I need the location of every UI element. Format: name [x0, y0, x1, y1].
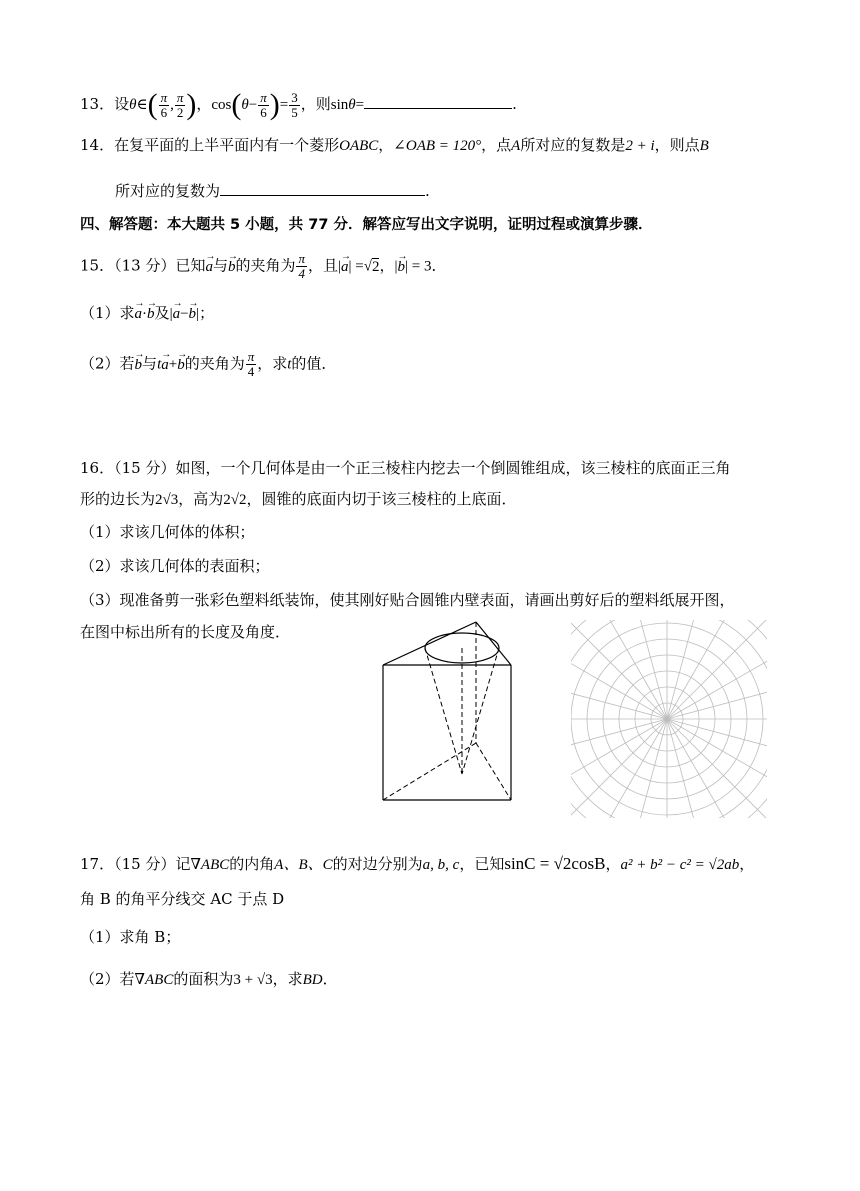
q17-text: ，求	[272, 970, 303, 988]
q14-text: 所对应的复数为	[115, 182, 221, 200]
q16-part3: （3）现准备剪一张彩色塑料纸装饰，使其刚好贴合圆锥内壁表面，请画出剪好后的塑料纸展开图，	[80, 591, 735, 609]
q15-text: ，且	[308, 256, 339, 275]
q15-text: 及	[154, 304, 170, 322]
q16-part1: （1）求该几何体的体积；	[80, 523, 255, 541]
part-label: （2）若	[80, 354, 135, 373]
period: .	[512, 95, 517, 113]
q17-line1	[80, 853, 754, 876]
left-paren: (	[231, 88, 242, 121]
sep: ，	[378, 136, 394, 154]
frac-den: 4	[298, 266, 305, 281]
period: ．	[322, 970, 338, 988]
vector-a: → a	[135, 303, 143, 325]
q16-text: ，高为	[178, 490, 224, 508]
q17-text: 的对边分别为	[332, 855, 423, 873]
q17-text: 17．（15 分）记	[80, 855, 191, 873]
q17-text: 的面积为	[173, 970, 234, 988]
sep: ，	[605, 855, 621, 873]
q17-part1: （1）求角 B；	[80, 928, 181, 946]
q14-number: 14．	[80, 136, 115, 154]
q15-text: 与	[212, 256, 228, 275]
q15-text: 的夹角为	[235, 256, 296, 275]
equation-1: sinC = √2cosB	[504, 854, 606, 873]
equals: | =	[348, 258, 364, 275]
angle-expr: ∠OAB = 120°	[393, 138, 482, 154]
q14-text: ，则点	[654, 136, 700, 154]
q15-text: ，求	[257, 354, 288, 373]
q15-part1	[80, 302, 214, 325]
section-title: 四、解答题：本大题共 5 小题，共 77 分．解答应写出文字说明，证明过程或演算步骤．	[80, 217, 653, 233]
q14-text: 所对应的复数是	[520, 136, 626, 154]
answer-blank-13[interactable]	[364, 94, 512, 109]
q14-line2	[115, 180, 430, 202]
vector-a: → a	[173, 303, 181, 325]
sqrt-sign: √	[363, 258, 372, 275]
left-paren: (	[147, 88, 158, 121]
theta-symbol: θ	[129, 97, 137, 113]
q16-text: ，圆锥的底面内切于该三棱柱的上底面．	[246, 490, 517, 508]
q16-text: 形的边长为	[80, 490, 156, 508]
point-b: B	[699, 138, 709, 154]
grid-ray	[571, 620, 667, 719]
vector-b: → b	[147, 303, 155, 325]
sep: ，	[739, 855, 755, 873]
vector-b: → b	[189, 303, 197, 325]
q17-line2: 角 B 的角平分线交 AC 于点 D	[80, 890, 285, 908]
dot: ·	[142, 306, 148, 322]
sin-fn: sin	[330, 97, 349, 113]
fraction-pi-2	[175, 91, 186, 120]
theta-symbol: θ	[348, 97, 356, 113]
q15-text: 的夹角为	[184, 354, 245, 373]
q15-number: 15．（13 分）已知	[80, 256, 206, 275]
radicand: 2	[371, 258, 380, 275]
side-length: 2√3	[155, 492, 179, 508]
frac-den: 6	[260, 104, 267, 120]
q16-line2	[80, 488, 517, 511]
answer-blank-14[interactable]	[220, 181, 425, 196]
vector-b: → b	[135, 354, 143, 376]
q14-text: ，点	[481, 136, 512, 154]
vector-a: → a	[341, 256, 349, 278]
part-label: （2）若	[80, 970, 135, 988]
q16-line1: 16．（15 分）如图，一个几何体是由一个正三棱柱内挖去一个倒圆锥组成，该三棱柱的底面正三角	[80, 459, 731, 477]
segment-bd: BD	[302, 972, 323, 988]
grid-ray	[571, 719, 667, 818]
q15-line	[80, 252, 446, 281]
equals: =	[355, 97, 365, 113]
q13-number: 13．	[80, 95, 115, 113]
frac-num: π	[298, 251, 305, 266]
height-value: 2√2	[223, 492, 247, 508]
part-label: （1）求	[80, 304, 135, 322]
vector-a: → a	[161, 354, 169, 376]
comma: ,	[170, 97, 174, 113]
fraction-3-5	[289, 91, 300, 120]
q17-part2	[80, 968, 338, 991]
complex-number: 2 + i	[625, 138, 655, 154]
q16-part2: （2）求该几何体的表面积；	[80, 557, 270, 575]
q14-line	[80, 134, 709, 157]
vector-a: → a	[205, 256, 213, 278]
fraction-pi-6	[159, 91, 170, 120]
minus: −	[180, 306, 189, 322]
frac-den: 2	[176, 104, 184, 120]
q15-text: 的值．	[291, 354, 337, 373]
q13-text: 设	[114, 95, 130, 113]
prism-cone-figure	[376, 618, 516, 804]
q13-then: ，则	[300, 95, 331, 113]
frac-den: 6	[160, 104, 168, 120]
q13-line	[80, 90, 517, 120]
vector-b: → b	[398, 256, 406, 278]
q15-text: 与	[142, 354, 158, 373]
right-paren: )	[186, 88, 197, 121]
semicolon: ；	[199, 304, 215, 322]
abs-bar: |	[338, 258, 342, 275]
frac-num: 3	[291, 89, 298, 105]
fraction-pi-4	[246, 350, 257, 379]
angles: A、B、C	[274, 857, 333, 873]
abs-bar: |	[169, 306, 173, 322]
point-a: A	[511, 138, 521, 154]
triangle-name: ∇ABC	[134, 972, 174, 988]
abs-bar: |	[196, 306, 200, 322]
q17-text: ，已知	[459, 855, 505, 873]
rhombus-name: OABC	[339, 138, 379, 154]
polar-grid-figure	[571, 620, 767, 818]
abs-bar: |	[394, 258, 398, 275]
equals: =	[279, 97, 289, 113]
sep: ，	[196, 95, 212, 113]
theta-symbol: θ	[241, 97, 249, 113]
q15-part2	[80, 350, 336, 379]
q17-text: 的内角	[229, 855, 275, 873]
t-variable: t	[157, 356, 162, 373]
in-symbol: ∈	[136, 97, 148, 113]
area-value: 3 + √3	[233, 972, 273, 988]
t-variable: t	[287, 356, 292, 373]
frac-den: 4	[247, 364, 255, 379]
grid-ray	[571, 639, 667, 719]
plus: +	[168, 356, 178, 373]
triangle-name: ∇ABC	[190, 857, 230, 873]
sides: a, b, c	[422, 857, 460, 873]
frac-num: π	[247, 349, 255, 364]
period: .	[425, 182, 430, 200]
q16-part3b: 在图中标出所有的长度及角度．	[80, 623, 291, 641]
right-paren: )	[269, 88, 280, 121]
abs-b-value: | = 3．	[405, 258, 447, 275]
frac-num: π	[160, 89, 168, 105]
q14-text: 在复平面的上半平面内有一个菱形	[114, 136, 340, 154]
grid-ray	[571, 719, 667, 799]
cos-fn: cos	[211, 97, 232, 113]
frac-num: π	[176, 89, 184, 105]
vector-b: → b	[177, 354, 185, 376]
fraction-pi-4	[296, 252, 307, 281]
vector-b: → b	[228, 256, 236, 278]
equation-2: a² + b² − c² = √2ab	[620, 857, 740, 873]
minus: −	[248, 97, 258, 113]
frac-num: π	[260, 89, 267, 105]
fraction-pi-6	[258, 91, 269, 120]
frac-den: 5	[291, 104, 298, 120]
sep: ，	[379, 256, 395, 275]
